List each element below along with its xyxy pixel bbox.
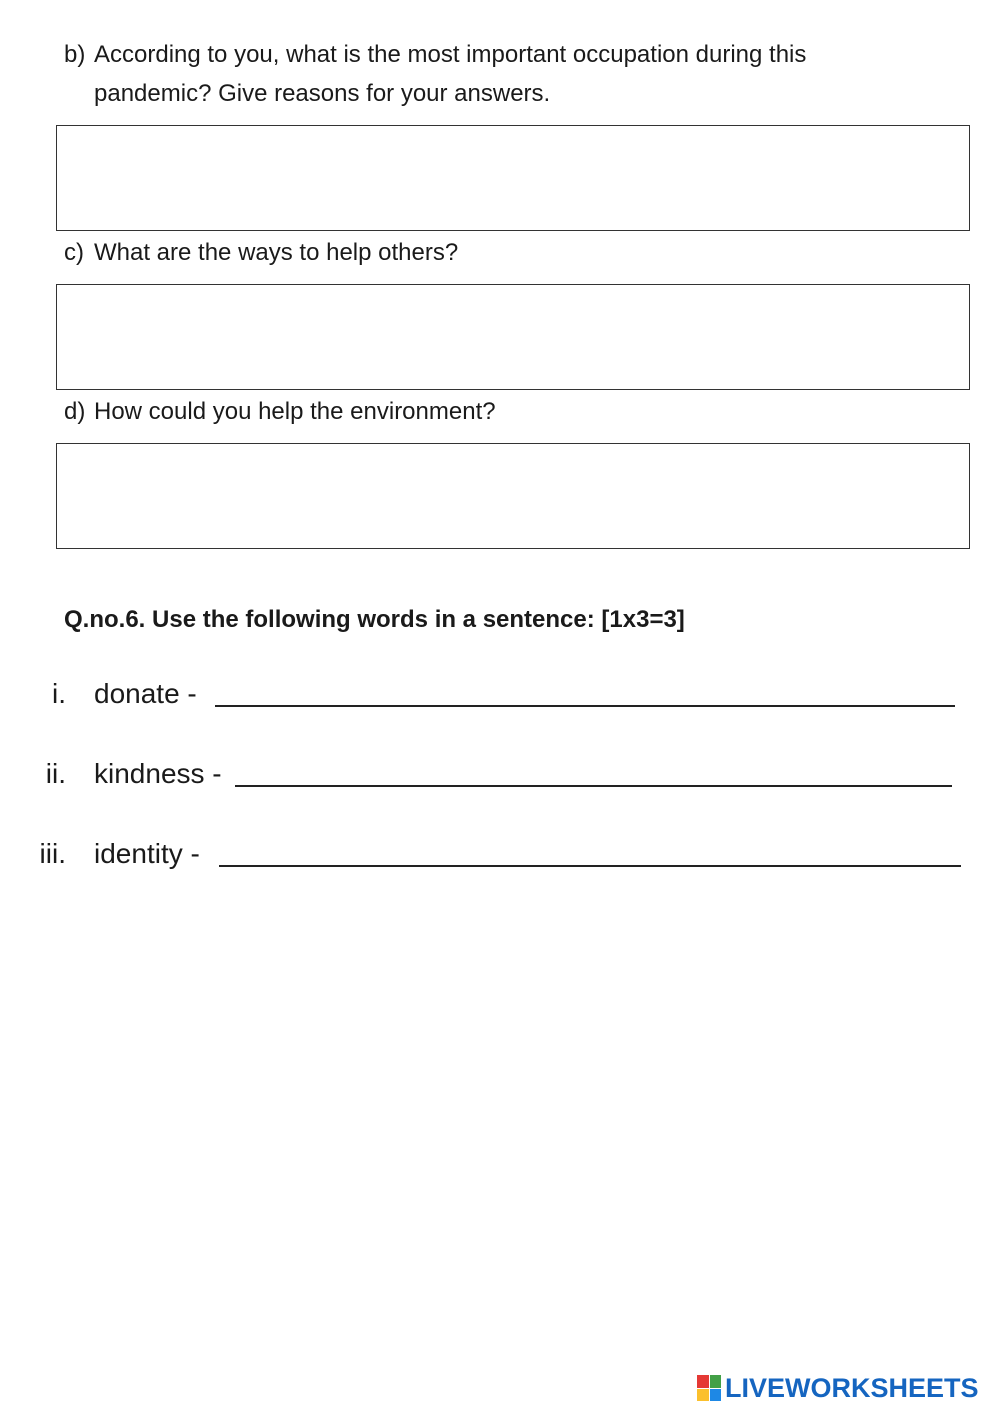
section-6-heading: Q.no.6. Use the following words in a sentence: [1x3=3]: [64, 606, 685, 633]
question-marker: b): [64, 41, 86, 68]
item-number: iii.: [39, 838, 66, 869]
word-label: identity -: [94, 838, 200, 869]
liveworksheets-mark-icon: [697, 1375, 721, 1401]
answer-box-b[interactable]: [56, 125, 970, 231]
question-text: How could you help the environment?: [94, 398, 496, 425]
answer-line-identity[interactable]: [219, 865, 961, 867]
word-label: kindness -: [94, 758, 222, 789]
question-text: What are the ways to help others?: [94, 239, 459, 266]
item-number: ii.: [45, 758, 66, 789]
question-d: [64, 392, 496, 431]
question-c: [64, 233, 458, 272]
answer-line-donate[interactable]: [215, 705, 955, 707]
question-text: According to you, what is the most important occupation during this: [94, 41, 807, 68]
answer-box-c[interactable]: [56, 284, 970, 390]
answer-line-kindness[interactable]: [235, 785, 952, 787]
question-marker: d): [64, 398, 86, 425]
item-number: i.: [52, 678, 66, 709]
answer-box-d[interactable]: [56, 443, 970, 549]
word-row-donate: [0, 672, 1000, 716]
question-marker: c): [64, 239, 84, 266]
word-row-identity: [0, 832, 1000, 876]
question-b: [64, 35, 806, 113]
logo-text: LIVEWORKSHEETS: [725, 1372, 979, 1403]
question-text-continued: pandemic? Give reasons for your answers.: [94, 80, 551, 107]
word-row-kindness: [0, 752, 1000, 796]
word-label: donate -: [94, 678, 197, 709]
liveworksheets-logo: [697, 1372, 979, 1404]
